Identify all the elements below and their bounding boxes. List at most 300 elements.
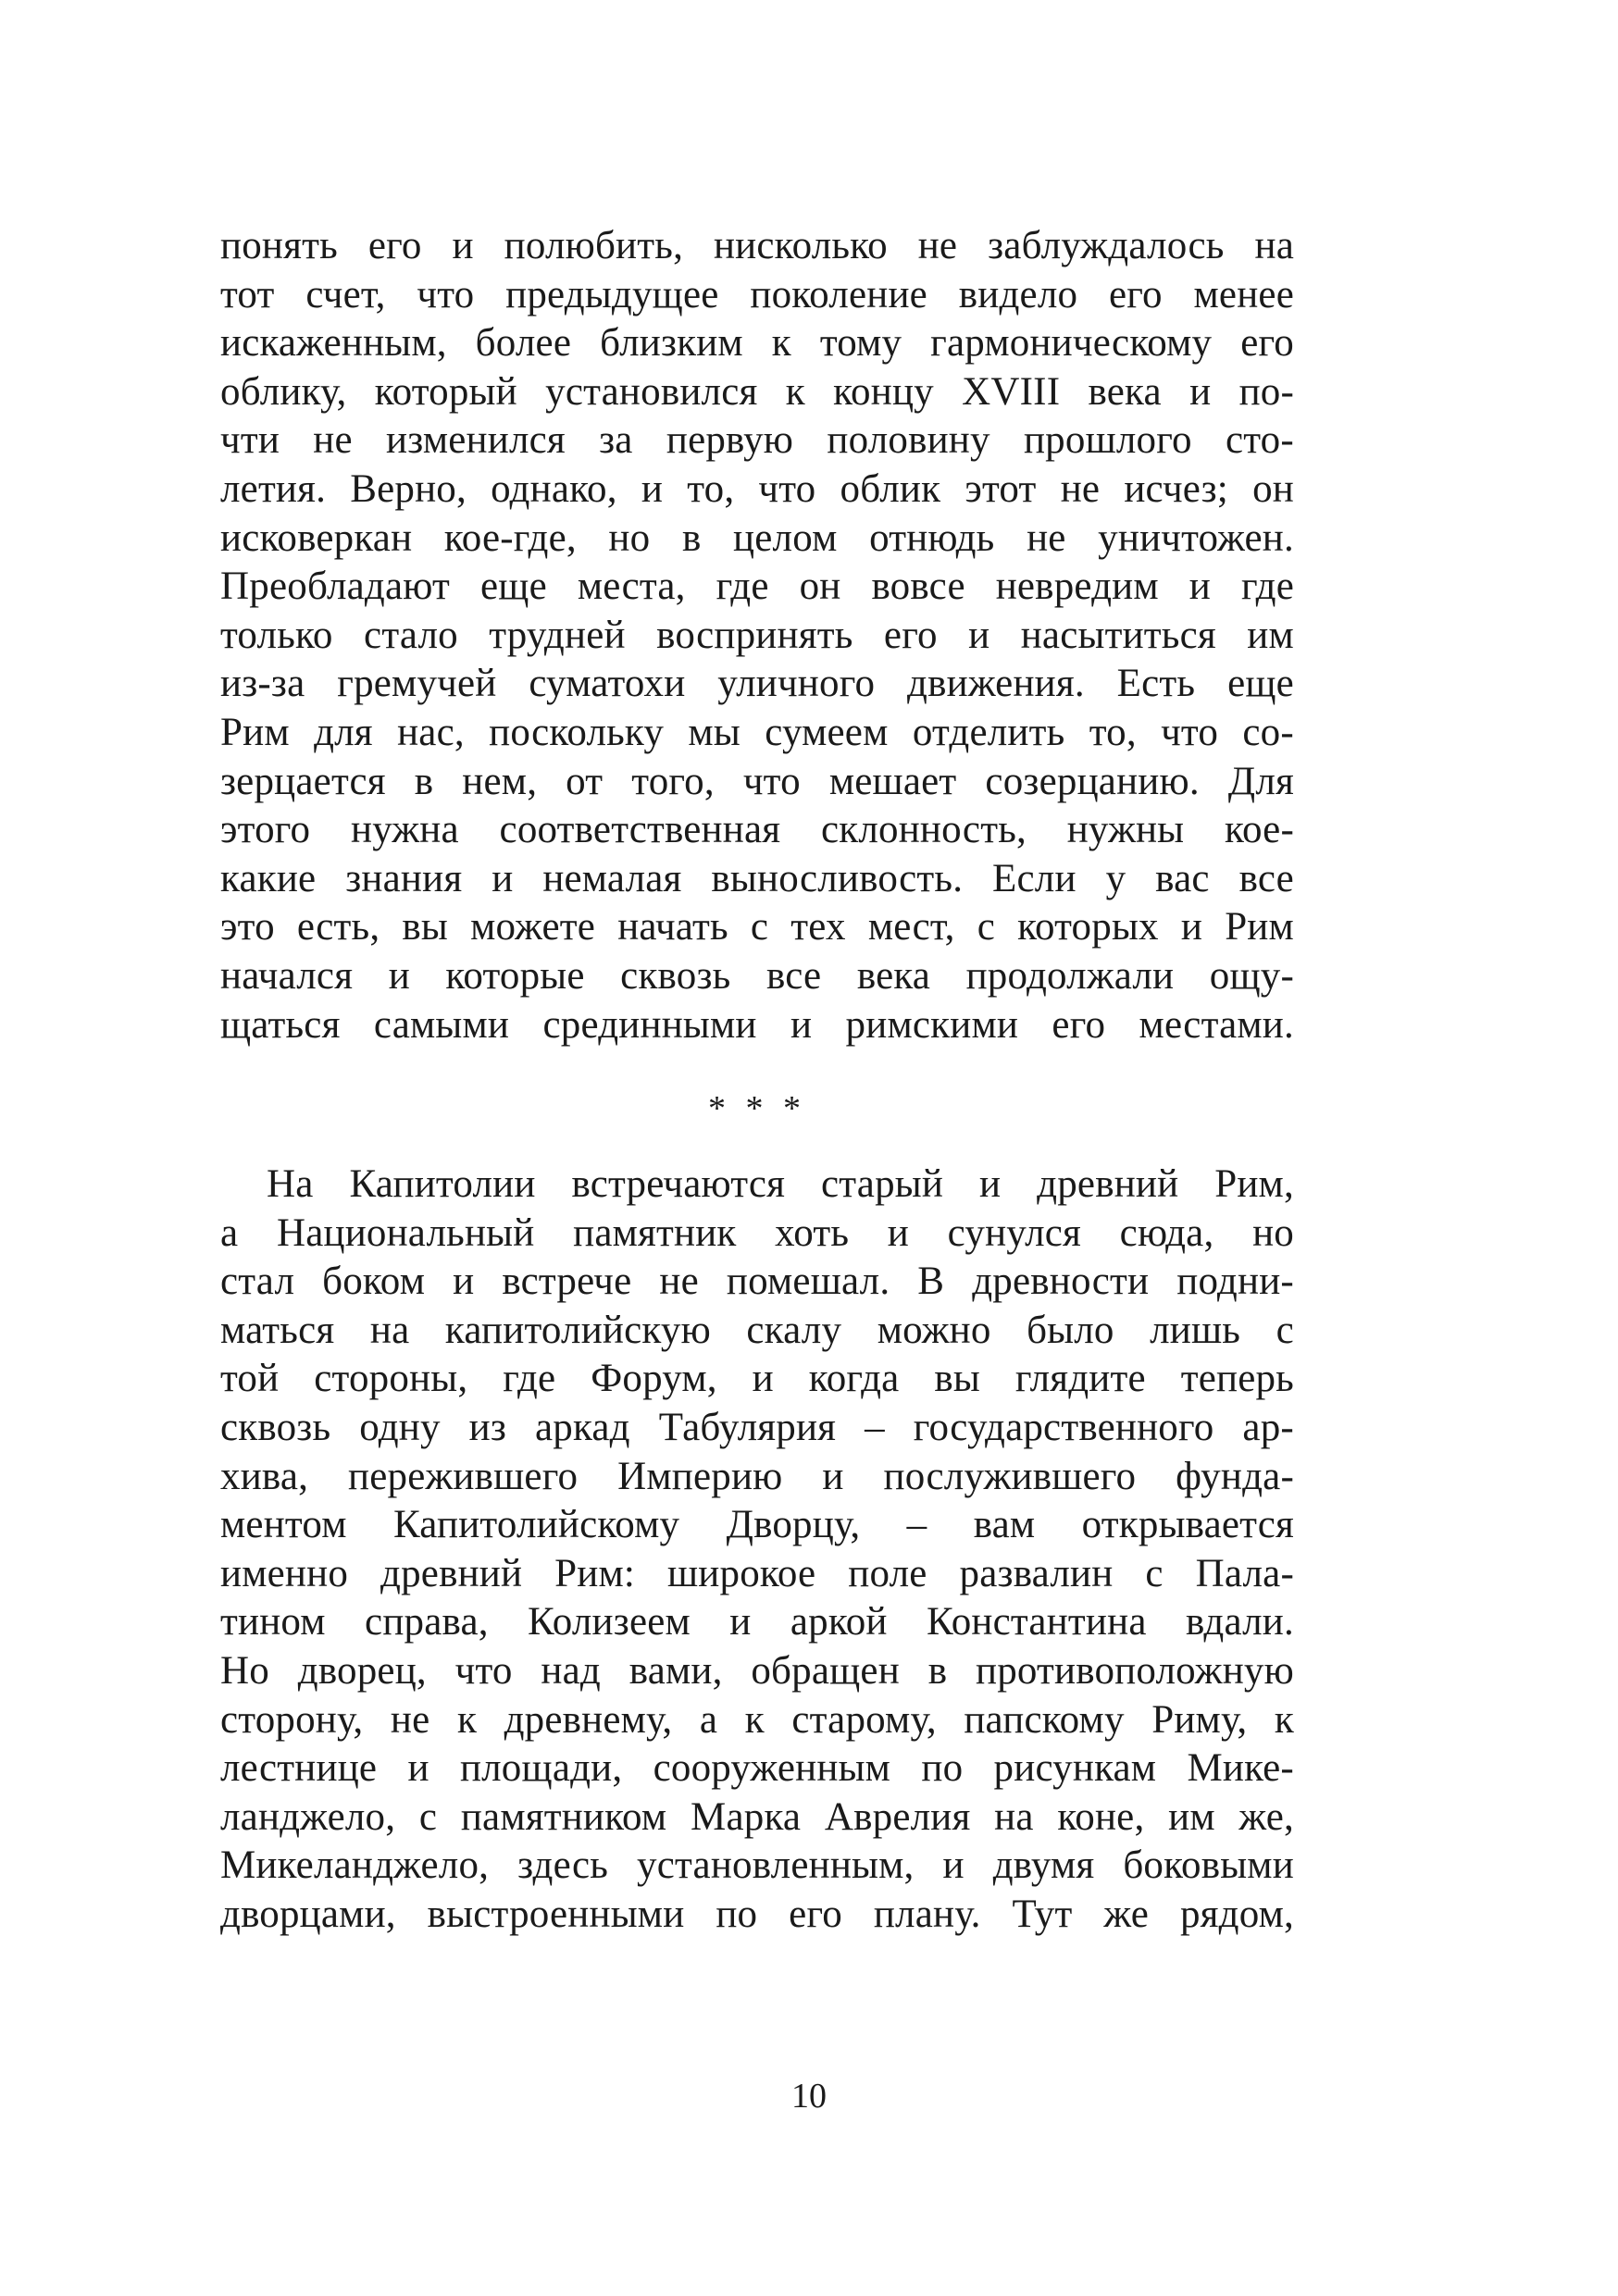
word: заблуждалось bbox=[988, 224, 1225, 267]
text-line bbox=[220, 1647, 1294, 1696]
word: и bbox=[790, 1002, 813, 1047]
word: стороны, bbox=[314, 1357, 468, 1401]
word: которых bbox=[1017, 905, 1159, 949]
word: еще bbox=[1227, 662, 1294, 706]
word: щаться bbox=[220, 1002, 341, 1047]
word: но bbox=[608, 515, 651, 560]
text-line bbox=[220, 660, 1294, 709]
word: кое-где, bbox=[443, 515, 577, 560]
word: исковеркан bbox=[220, 515, 413, 560]
word: с bbox=[1145, 1551, 1164, 1595]
word: есть, bbox=[296, 905, 380, 949]
word: нас, bbox=[397, 710, 465, 754]
word: более bbox=[475, 321, 572, 366]
word: Колизеем bbox=[528, 1600, 691, 1644]
word: рядом, bbox=[1179, 1893, 1294, 1936]
word: и bbox=[979, 1162, 1002, 1207]
word: не bbox=[1027, 515, 1066, 560]
word: места, bbox=[577, 565, 686, 609]
word: именно bbox=[220, 1551, 349, 1595]
word: было bbox=[1027, 1308, 1114, 1352]
word: старый bbox=[821, 1162, 944, 1207]
paragraph-2 bbox=[220, 1160, 1294, 1940]
word: Аврелия bbox=[824, 1794, 971, 1839]
word: целом bbox=[733, 515, 838, 560]
text-line bbox=[220, 903, 1294, 952]
word: однако, bbox=[491, 466, 617, 511]
word: и bbox=[942, 1843, 965, 1888]
word: в bbox=[927, 1649, 948, 1694]
word: местами. bbox=[1139, 1002, 1294, 1047]
word: же, bbox=[1238, 1794, 1294, 1839]
word: отнюдь bbox=[869, 515, 995, 560]
word: то, bbox=[687, 466, 735, 511]
word: к bbox=[456, 1697, 478, 1742]
word: нужны bbox=[1066, 808, 1185, 852]
word: поколение bbox=[750, 272, 927, 316]
word: облик bbox=[840, 466, 941, 511]
word: знания bbox=[345, 856, 463, 900]
word: Дворцу, bbox=[726, 1503, 861, 1547]
text-line bbox=[220, 806, 1294, 855]
text-line bbox=[220, 222, 1294, 271]
word: Есть bbox=[1116, 662, 1196, 706]
word: и bbox=[388, 953, 410, 998]
word: с bbox=[750, 905, 769, 949]
word: только bbox=[220, 613, 333, 657]
word: Преобладают bbox=[220, 565, 451, 609]
text-line bbox=[220, 1210, 1294, 1259]
word: нужна bbox=[351, 808, 459, 852]
word: сквозь bbox=[620, 953, 731, 998]
word: к bbox=[785, 369, 805, 414]
text-line bbox=[220, 758, 1294, 807]
text-line bbox=[220, 1842, 1294, 1891]
word: послужившего bbox=[883, 1454, 1137, 1498]
text-line bbox=[220, 1793, 1294, 1843]
word: подни- bbox=[1176, 1260, 1294, 1304]
word: боком bbox=[322, 1260, 426, 1304]
word: вам bbox=[973, 1503, 1036, 1547]
word: тот bbox=[220, 272, 275, 316]
word: скалу bbox=[746, 1308, 842, 1352]
word: теперь bbox=[1180, 1357, 1294, 1401]
word: Для bbox=[1227, 759, 1294, 803]
word: с bbox=[977, 905, 995, 949]
word: ощу- bbox=[1209, 953, 1294, 998]
word: облику, bbox=[220, 369, 347, 414]
word: от bbox=[566, 759, 604, 803]
word: но bbox=[1252, 1210, 1294, 1255]
text-line bbox=[220, 1891, 1294, 1940]
word: памятник bbox=[573, 1210, 737, 1255]
word: им bbox=[1168, 1794, 1215, 1839]
word: древний bbox=[1037, 1162, 1179, 1207]
word: а bbox=[220, 1210, 239, 1255]
text-line bbox=[220, 1453, 1294, 1502]
word: предыдущее bbox=[505, 272, 719, 316]
word: На bbox=[267, 1162, 314, 1207]
word: мешает bbox=[828, 759, 957, 803]
word: установился bbox=[545, 369, 758, 414]
word: стал bbox=[220, 1260, 295, 1304]
word: еще bbox=[479, 565, 547, 609]
word: у bbox=[1105, 856, 1126, 900]
word: – bbox=[906, 1503, 927, 1547]
word: сооруженным bbox=[653, 1746, 891, 1791]
word: что bbox=[742, 759, 801, 803]
text-line bbox=[220, 319, 1294, 368]
word: срединными bbox=[542, 1002, 757, 1047]
word: аркад bbox=[534, 1406, 630, 1450]
word: им bbox=[1247, 613, 1294, 657]
word: Рим bbox=[1225, 905, 1294, 949]
word: капитолийскую bbox=[444, 1308, 711, 1352]
word: в bbox=[414, 759, 434, 803]
word: с bbox=[1276, 1308, 1294, 1352]
word: Тут bbox=[1012, 1893, 1073, 1936]
word: где bbox=[503, 1357, 556, 1401]
text-line bbox=[220, 563, 1294, 612]
word: кое- bbox=[1225, 808, 1294, 852]
word: воспринять bbox=[656, 613, 853, 657]
word: сквозь bbox=[220, 1406, 331, 1450]
word: видело bbox=[958, 272, 1078, 316]
word: Капитолийскому bbox=[392, 1503, 680, 1547]
word: Марка bbox=[691, 1794, 802, 1839]
word: который bbox=[374, 369, 517, 414]
word: Но bbox=[220, 1649, 269, 1694]
word: площади, bbox=[459, 1746, 623, 1791]
word: Мике- bbox=[1187, 1746, 1294, 1791]
word: двумя bbox=[992, 1843, 1095, 1888]
word: Верно, bbox=[350, 466, 467, 511]
word: нисколько bbox=[713, 224, 888, 267]
word: соответственная bbox=[499, 808, 781, 852]
word: тому bbox=[819, 321, 902, 366]
word: не bbox=[313, 418, 353, 463]
word: тех bbox=[790, 905, 846, 949]
word: XVIII bbox=[962, 369, 1061, 414]
word: тином bbox=[220, 1600, 326, 1644]
text-line bbox=[220, 952, 1294, 1001]
word: рисункам bbox=[993, 1746, 1157, 1791]
word: Рим bbox=[220, 710, 290, 754]
text-line bbox=[220, 1501, 1294, 1550]
word: В bbox=[917, 1260, 945, 1304]
text-line bbox=[220, 271, 1294, 320]
word: здесь bbox=[517, 1843, 609, 1888]
word: концу bbox=[833, 369, 934, 414]
word: на bbox=[994, 1794, 1034, 1839]
word: по bbox=[921, 1746, 964, 1791]
text-line bbox=[220, 1598, 1294, 1647]
word: века bbox=[1088, 369, 1162, 414]
word: дворцами, bbox=[220, 1893, 396, 1936]
word: встрече bbox=[502, 1260, 632, 1304]
word: вами, bbox=[629, 1649, 723, 1694]
word: его bbox=[1108, 272, 1163, 316]
word: начался bbox=[220, 953, 354, 998]
word: его bbox=[789, 1893, 842, 1936]
word: склонность, bbox=[820, 808, 1027, 852]
text-line bbox=[220, 1001, 1294, 1050]
word: где bbox=[716, 565, 769, 609]
word: половину bbox=[827, 418, 990, 463]
word: памятником bbox=[460, 1794, 667, 1839]
word: его bbox=[883, 613, 938, 657]
word: папскому bbox=[964, 1697, 1125, 1742]
word: открывается bbox=[1081, 1503, 1294, 1547]
word: поле bbox=[848, 1551, 927, 1595]
text-line bbox=[220, 515, 1294, 564]
word: его bbox=[1240, 321, 1294, 366]
word: на bbox=[369, 1308, 410, 1352]
word: немалая bbox=[542, 856, 682, 900]
word: к bbox=[744, 1697, 765, 1742]
word: ментом bbox=[220, 1503, 347, 1547]
text-line bbox=[220, 709, 1294, 758]
text-line bbox=[220, 1404, 1294, 1453]
word: Табулярия bbox=[658, 1406, 837, 1450]
text-line bbox=[220, 1258, 1294, 1307]
word: выстроенными bbox=[427, 1893, 685, 1936]
word: и bbox=[1189, 565, 1211, 609]
word: Национальный bbox=[276, 1210, 535, 1255]
word: ар- bbox=[1242, 1406, 1294, 1450]
word: его bbox=[367, 224, 422, 267]
word: дворец, bbox=[297, 1649, 427, 1694]
word: сунулся bbox=[947, 1210, 1082, 1255]
word: лестнице bbox=[220, 1746, 378, 1791]
word: века bbox=[856, 953, 931, 998]
word: исчез; bbox=[1124, 466, 1228, 511]
word: все bbox=[1238, 856, 1294, 900]
word: плану. bbox=[873, 1893, 981, 1936]
word: установленным, bbox=[637, 1843, 915, 1888]
word: вы bbox=[402, 905, 449, 949]
word: не bbox=[659, 1260, 699, 1304]
word: хива, bbox=[220, 1454, 309, 1498]
word: и bbox=[492, 856, 514, 900]
word: можно bbox=[877, 1308, 991, 1352]
section-divider: * * * bbox=[708, 1089, 806, 1129]
word: и bbox=[452, 224, 474, 267]
word: то, bbox=[1089, 710, 1137, 754]
text-line bbox=[220, 1160, 1294, 1210]
word: маться bbox=[220, 1308, 335, 1352]
word: и bbox=[407, 1746, 429, 1791]
word: продолжали bbox=[965, 953, 1175, 998]
word: боковыми bbox=[1123, 1843, 1294, 1888]
word: стало bbox=[364, 613, 458, 657]
word: менее bbox=[1193, 272, 1294, 316]
word: противоположную bbox=[976, 1649, 1294, 1694]
word: счет, bbox=[305, 272, 386, 316]
word: той bbox=[220, 1357, 280, 1401]
word: Рим, bbox=[1214, 1162, 1294, 1207]
word: справа, bbox=[365, 1600, 489, 1644]
word: и bbox=[453, 1260, 475, 1304]
word: гремучей bbox=[337, 662, 497, 706]
word: летия. bbox=[220, 466, 327, 511]
word: сторону, bbox=[220, 1697, 364, 1742]
word: сто- bbox=[1225, 418, 1294, 463]
text-line bbox=[220, 855, 1294, 904]
word: созерцанию. bbox=[985, 759, 1200, 803]
word: это bbox=[220, 905, 275, 949]
word: обращен bbox=[751, 1649, 900, 1694]
word: самыми bbox=[373, 1002, 510, 1047]
word: из bbox=[468, 1406, 507, 1450]
word: в bbox=[681, 515, 702, 560]
word: того, bbox=[631, 759, 715, 803]
text-line bbox=[220, 465, 1294, 515]
word: уничтожен. bbox=[1098, 515, 1294, 560]
text-line bbox=[220, 1744, 1294, 1793]
word: начать bbox=[617, 905, 728, 949]
word: государственного bbox=[913, 1406, 1214, 1450]
word: прошлого bbox=[1023, 418, 1192, 463]
word: что bbox=[1161, 710, 1219, 754]
word: не bbox=[390, 1697, 430, 1742]
word: что bbox=[758, 466, 816, 511]
word: сумеем bbox=[765, 710, 889, 754]
word: над bbox=[541, 1649, 601, 1694]
word: он bbox=[1252, 466, 1294, 511]
word: помешал. bbox=[726, 1260, 890, 1304]
word: зерцается bbox=[220, 759, 386, 803]
word: пережившего bbox=[348, 1454, 579, 1498]
word: полюбить, bbox=[504, 224, 684, 267]
word: чти bbox=[220, 418, 280, 463]
word: не bbox=[1060, 466, 1101, 511]
word: насытиться bbox=[1020, 613, 1216, 657]
text-line bbox=[220, 1355, 1294, 1404]
word: он bbox=[799, 565, 841, 609]
word: по bbox=[716, 1893, 758, 1936]
text-line bbox=[220, 1307, 1294, 1356]
word: движения. bbox=[907, 662, 1085, 706]
word: и bbox=[729, 1600, 752, 1644]
word: поскольку bbox=[489, 710, 665, 754]
text-line bbox=[220, 368, 1294, 417]
word: Константина bbox=[926, 1600, 1147, 1644]
word: на bbox=[1254, 224, 1294, 267]
word: что bbox=[454, 1649, 513, 1694]
word: невредим bbox=[995, 565, 1159, 609]
word: и bbox=[752, 1357, 774, 1401]
word: не bbox=[917, 224, 958, 267]
word: уличного bbox=[717, 662, 876, 706]
word: древнему, bbox=[504, 1697, 673, 1742]
word: древний bbox=[380, 1551, 523, 1595]
word: можете bbox=[470, 905, 596, 949]
word: близким bbox=[600, 321, 743, 366]
word: и bbox=[968, 613, 990, 657]
word: Рим: bbox=[554, 1551, 636, 1595]
word: Пала- bbox=[1195, 1551, 1294, 1595]
word: с bbox=[418, 1794, 438, 1839]
word: что bbox=[417, 272, 475, 316]
word: ланджело, bbox=[220, 1794, 396, 1839]
paragraph-1 bbox=[220, 222, 1294, 1049]
word: коне, bbox=[1057, 1794, 1145, 1839]
text-line bbox=[220, 1550, 1294, 1599]
word: понять bbox=[220, 224, 338, 267]
word: и bbox=[1189, 369, 1212, 414]
word: римскими bbox=[845, 1002, 1019, 1047]
word: отделить bbox=[912, 710, 1065, 754]
word: где bbox=[1240, 565, 1294, 609]
word: вдали. bbox=[1185, 1600, 1294, 1644]
word: изменился bbox=[386, 418, 566, 463]
word: которые bbox=[445, 953, 585, 998]
word: одну bbox=[359, 1406, 441, 1450]
word: для bbox=[314, 710, 373, 754]
word: этот bbox=[965, 466, 1037, 511]
word: и bbox=[822, 1454, 844, 1498]
word: и bbox=[887, 1210, 910, 1255]
word: к bbox=[771, 321, 791, 366]
word: – bbox=[865, 1406, 885, 1450]
word: старому, bbox=[791, 1697, 937, 1742]
word: из-за bbox=[220, 662, 305, 706]
word: вы bbox=[934, 1357, 980, 1401]
word: сюда, bbox=[1119, 1210, 1214, 1255]
word: этого bbox=[220, 808, 311, 852]
word: а bbox=[699, 1697, 718, 1742]
word: Империю bbox=[617, 1454, 783, 1498]
word: нем, bbox=[462, 759, 538, 803]
word: фунда- bbox=[1176, 1454, 1294, 1498]
word: Форум, bbox=[591, 1357, 717, 1401]
word: все bbox=[765, 953, 822, 998]
word: по- bbox=[1238, 369, 1294, 414]
text-line bbox=[220, 1696, 1294, 1745]
word: когда bbox=[808, 1357, 900, 1401]
word: широкое bbox=[667, 1551, 816, 1595]
word: хоть bbox=[775, 1210, 850, 1255]
page-body bbox=[220, 222, 1294, 1940]
word: Риму, bbox=[1151, 1697, 1248, 1742]
word: вовсе bbox=[871, 565, 965, 609]
word: мест, bbox=[867, 905, 955, 949]
text-line bbox=[220, 416, 1294, 465]
word: к bbox=[1274, 1697, 1294, 1742]
word: его bbox=[1052, 1002, 1106, 1047]
word: первую bbox=[666, 418, 794, 463]
word: аркой bbox=[790, 1600, 888, 1644]
page-number: 10 bbox=[791, 2077, 827, 2116]
text-line bbox=[220, 612, 1294, 661]
word: выносливость. bbox=[711, 856, 964, 900]
word: трудней bbox=[489, 613, 626, 657]
word: Капитолии bbox=[349, 1162, 536, 1207]
word: и bbox=[641, 466, 664, 511]
word: за bbox=[599, 418, 633, 463]
word: древности bbox=[972, 1260, 1150, 1304]
word: искаженным, bbox=[220, 321, 447, 366]
word: и bbox=[1180, 905, 1203, 949]
word: глядите bbox=[1014, 1357, 1146, 1401]
word: развалин bbox=[959, 1551, 1114, 1595]
word: Микеланджело, bbox=[220, 1843, 490, 1888]
word: гармоническому bbox=[930, 321, 1213, 366]
word: вас bbox=[1155, 856, 1210, 900]
word: встречаются bbox=[571, 1162, 786, 1207]
word: же bbox=[1103, 1893, 1150, 1936]
